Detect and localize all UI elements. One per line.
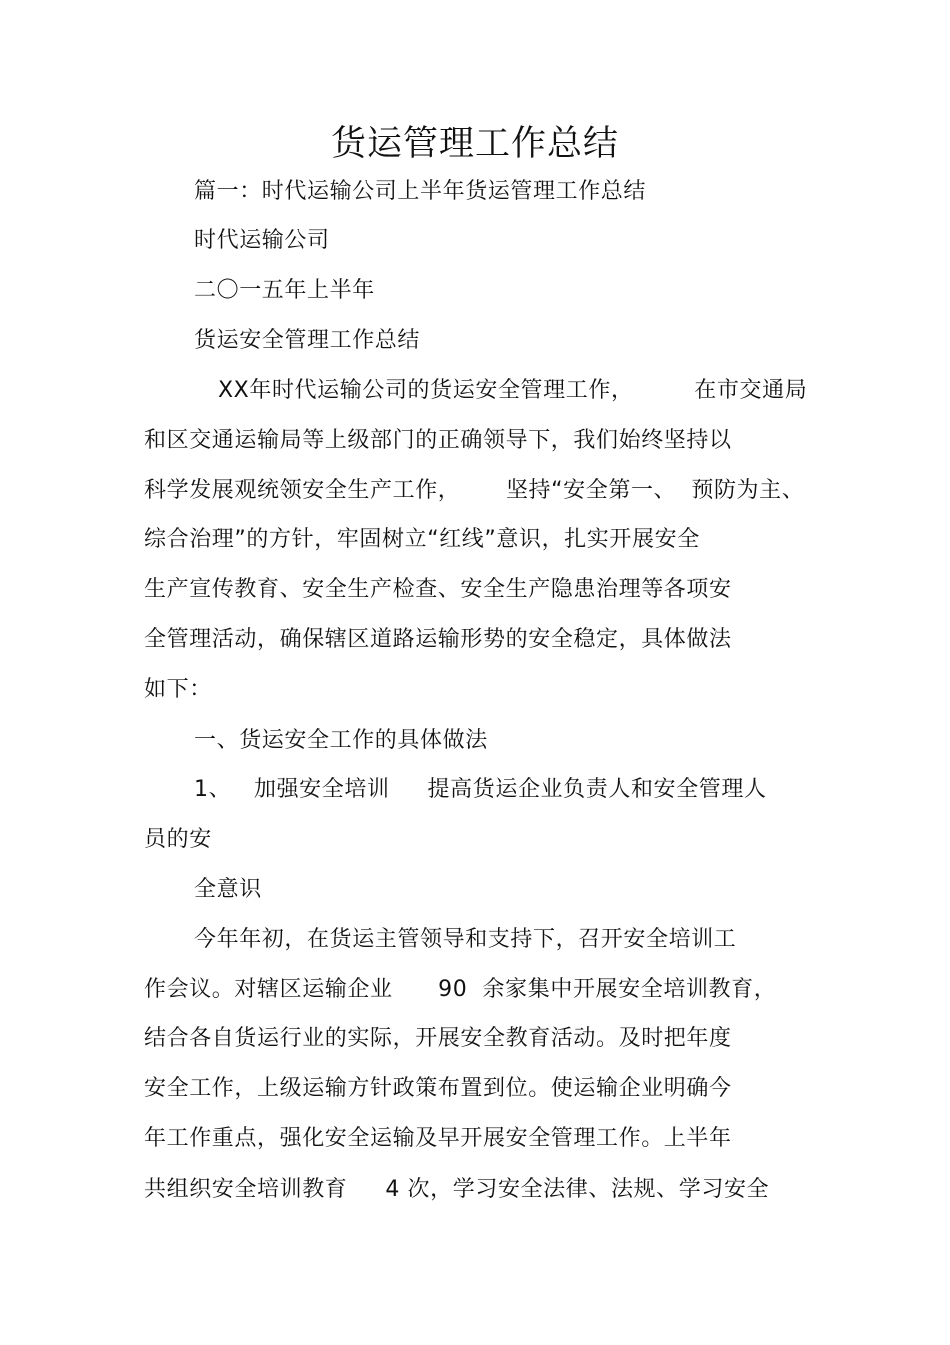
body-line: 综合治理”的方针，牢固树立“红线”意识，扎实开展安全 <box>144 527 700 552</box>
company-line: 时代运输公司 <box>194 228 330 253</box>
body-line: 如下： <box>144 677 212 702</box>
body-line: 作会议。对辖区运输企业 90 余家集中开展安全培训教育， <box>144 977 777 1002</box>
subtitle-line: 篇一：时代运输公司上半年货运管理工作总结 <box>194 179 647 204</box>
document-title: 货运管理工作总结 <box>330 124 619 164</box>
body-line: 员的安 <box>144 827 212 852</box>
body-line: 结合各自货运行业的实际，开展安全教育活动。及时把年度 <box>144 1026 732 1051</box>
body-line: 共组织安全培训教育 4 次，学习安全法律、法规、学习安全 <box>144 1177 770 1202</box>
body-line: 安全工作，上级运输方针政策布置到位。使运输企业明确今 <box>144 1076 732 1101</box>
section-heading: 一、货运安全工作的具体做法 <box>194 728 488 753</box>
report-name-line: 货运安全管理工作总结 <box>194 328 421 353</box>
body-line: XX年时代运输公司的货运安全管理工作， 在市交通局 <box>218 378 808 403</box>
body-line: 生产宣传教育、安全生产检查、安全生产隐患治理等各项安 <box>144 577 732 602</box>
body-line: 科学发展观统领安全生产工作， 坚持“安全第一、 预防为主、 <box>144 478 805 503</box>
period-line: 二〇一五年上半年 <box>194 278 375 303</box>
subsection-heading: 1、 加强安全培训 提高货运企业负责人和安全管理人 <box>194 777 767 802</box>
body-line: 今年年初，在货运主管领导和支持下，召开安全培训工 <box>194 927 737 952</box>
body-line: 全管理活动，确保辖区道路运输形势的安全稳定，具体做法 <box>144 627 732 652</box>
body-line: 年工作重点，强化安全运输及早开展安全管理工作。上半年 <box>144 1126 732 1151</box>
body-line: 全意识 <box>194 877 262 902</box>
body-line: 和区交通运输局等上级部门的正确领导下，我们始终坚持以 <box>144 428 732 453</box>
